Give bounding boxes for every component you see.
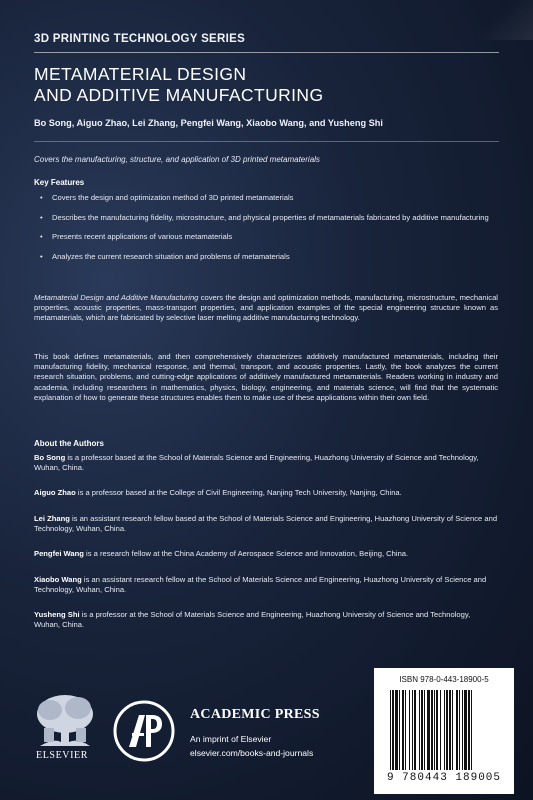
- key-features-list: [40, 193, 497, 272]
- elsevier-wordmark: ELSEVIER: [36, 750, 89, 761]
- author-bio: [34, 575, 498, 595]
- author-bio: [34, 453, 498, 473]
- key-feature-item: [40, 232, 497, 242]
- barcode-bar: [471, 690, 472, 770]
- series-divider: [34, 52, 499, 53]
- barcode-bar: [446, 690, 448, 770]
- barcode-digits: 9 780443 189005: [386, 772, 502, 784]
- author-bio-text: is an assistant research fellow based at the School of Materials Science and Engineering, Huazhong University of Science and Technology, Wuhan, China.: [34, 514, 498, 534]
- academic-press-name: ACADEMIC PRESS: [190, 707, 320, 722]
- barcode-bar: [444, 690, 445, 770]
- isbn-barcode-box: [374, 668, 514, 794]
- book-title: [34, 64, 323, 106]
- author-name: Xiaobo Wang: [34, 575, 82, 584]
- tagline: Covers the manufacturing, structure, and application of 3D printed metamaterials: [34, 155, 320, 164]
- description-text: covers the design and optimization methods, manufacturing, microstructure, mechanical properties, acoustic properties, mass-transport properties, and application examples of the special engineering structure known as metamaterials, which are fabricated by selective laser melting additive manufacturing technology.: [34, 293, 498, 323]
- title-line-1: METAMATERIAL DESIGN: [34, 64, 247, 84]
- authors-divider: [34, 141, 499, 142]
- barcode-bar: [436, 690, 438, 770]
- isbn-label: ISBN 978-0-443-18900-5: [399, 675, 489, 684]
- barcode-bar: [459, 690, 460, 770]
- author-name: Lei Zhang: [34, 514, 70, 523]
- author-name: Pengfei Wang: [34, 549, 84, 558]
- barcode-bar: [419, 690, 420, 770]
- barcode-bar: [462, 690, 463, 770]
- key-feature-text: Covers the design and optimization method of 3D printed metamaterials: [52, 193, 294, 202]
- authors-line: Bo Song, Aiguo Zhao, Lei Zhang, Pengfei Wang, Xiaobo Wang, and Yusheng Shi: [34, 118, 383, 128]
- barcode-bar: [392, 690, 394, 770]
- barcode-bar: [440, 690, 441, 770]
- author-bio: [34, 549, 498, 559]
- barcode-bar: [412, 690, 413, 770]
- bullet-icon: •: [40, 193, 43, 202]
- author-bio: [34, 514, 498, 534]
- barcode-bar: [390, 690, 391, 770]
- series-name: 3D PRINTING TECHNOLOGY SERIES: [34, 33, 246, 45]
- barcode-bar: [427, 690, 430, 770]
- academic-press-logo-icon: [112, 699, 176, 763]
- key-feature-text: Describes the manufacturing fidelity, microstructure, and physical properties of metamaterials fabricated by additive manufacturing: [52, 213, 489, 222]
- author-bio-text: is a professor at the School of Materials Science and Engineering, Huazhong University of Science and Technology, Wuhan, China.: [34, 610, 471, 630]
- barcode-bar: [402, 690, 404, 770]
- barcode-bar: [414, 690, 416, 770]
- key-features-heading: Key Features: [34, 178, 85, 187]
- author-bio-text: is an assistant research fellow at the School of Materials Science and Engineering, Huazhong University of Science and Technology, Wuhan, China.: [34, 575, 487, 595]
- description-paragraph-1: [34, 293, 498, 324]
- key-feature-text: Analyzes the current research situation and problems of metamaterials: [52, 252, 290, 261]
- author-name: Yusheng Shi: [34, 610, 80, 619]
- publisher-url: elsevier.com/books-and-journals: [190, 748, 314, 758]
- book-title-inline: Metamaterial Design and Additive Manufacturing: [34, 293, 199, 302]
- barcode-bar: [424, 690, 425, 770]
- barcode-bar: [468, 690, 470, 770]
- barcode-bar: [421, 690, 423, 770]
- barcode-bar: [449, 690, 451, 770]
- description-paragraph-2: This book defines metamaterials, and then comprehensively characterizes additively manufactured metamaterials, including their manufacturing fidelity, mechanical response, and thermal, transport, and acoustic properties. Lastly, the book analyzes the current research situation, problems, and cutting-edge applications of additively manufactured metamaterials. Readers working in industry and academia, including researchers in mathematics, physics, biology, engineering, and materials science, will find that the systematic explanation of how to generate these structures enables them to make use of these applications within their own field.: [34, 352, 498, 402]
- author-bio-text: is a professor based at the College of Civil Engineering, Nanjing Tech University, Nanjing, China.: [75, 488, 402, 497]
- author-bio: [34, 610, 498, 630]
- barcode-bar: [405, 690, 406, 770]
- barcode-bar: [399, 690, 400, 770]
- barcode-bar: [431, 690, 433, 770]
- author-bio-text: is a research fellow at the China Academy of Aerospace Science and Innovation, Beijing, China.: [83, 549, 409, 558]
- barcode-bar: [395, 690, 398, 770]
- key-feature-item: [40, 252, 497, 262]
- barcode-bar: [464, 690, 467, 770]
- barcode-bar: [434, 690, 435, 770]
- imprint-text: An imprint of Elsevier: [190, 734, 272, 744]
- title-line-2: AND ADDITIVE MANUFACTURING: [34, 85, 324, 105]
- author-bio-text: is a professor based at the School of Materials Science and Engineering, Huazhong University of Science and Technology, Wuhan, China.: [34, 453, 479, 473]
- bullet-icon: •: [40, 213, 43, 222]
- about-authors-heading: About the Authors: [34, 439, 104, 448]
- bullet-icon: •: [40, 252, 43, 261]
- bullet-icon: •: [40, 232, 43, 241]
- key-feature-item: [40, 193, 497, 203]
- key-feature-text: Presents recent applications of various metamaterials: [52, 232, 233, 241]
- barcode-bar: [456, 690, 458, 770]
- key-feature-item: [40, 213, 497, 223]
- barcode-icon: [388, 690, 506, 770]
- author-bio: [34, 488, 498, 498]
- corner-decoration: [473, 0, 533, 40]
- author-name: Bo Song: [34, 453, 66, 462]
- author-name: Aiguo Zhao: [34, 488, 76, 497]
- barcode-bar: [452, 690, 453, 770]
- barcode-bar: [409, 690, 410, 770]
